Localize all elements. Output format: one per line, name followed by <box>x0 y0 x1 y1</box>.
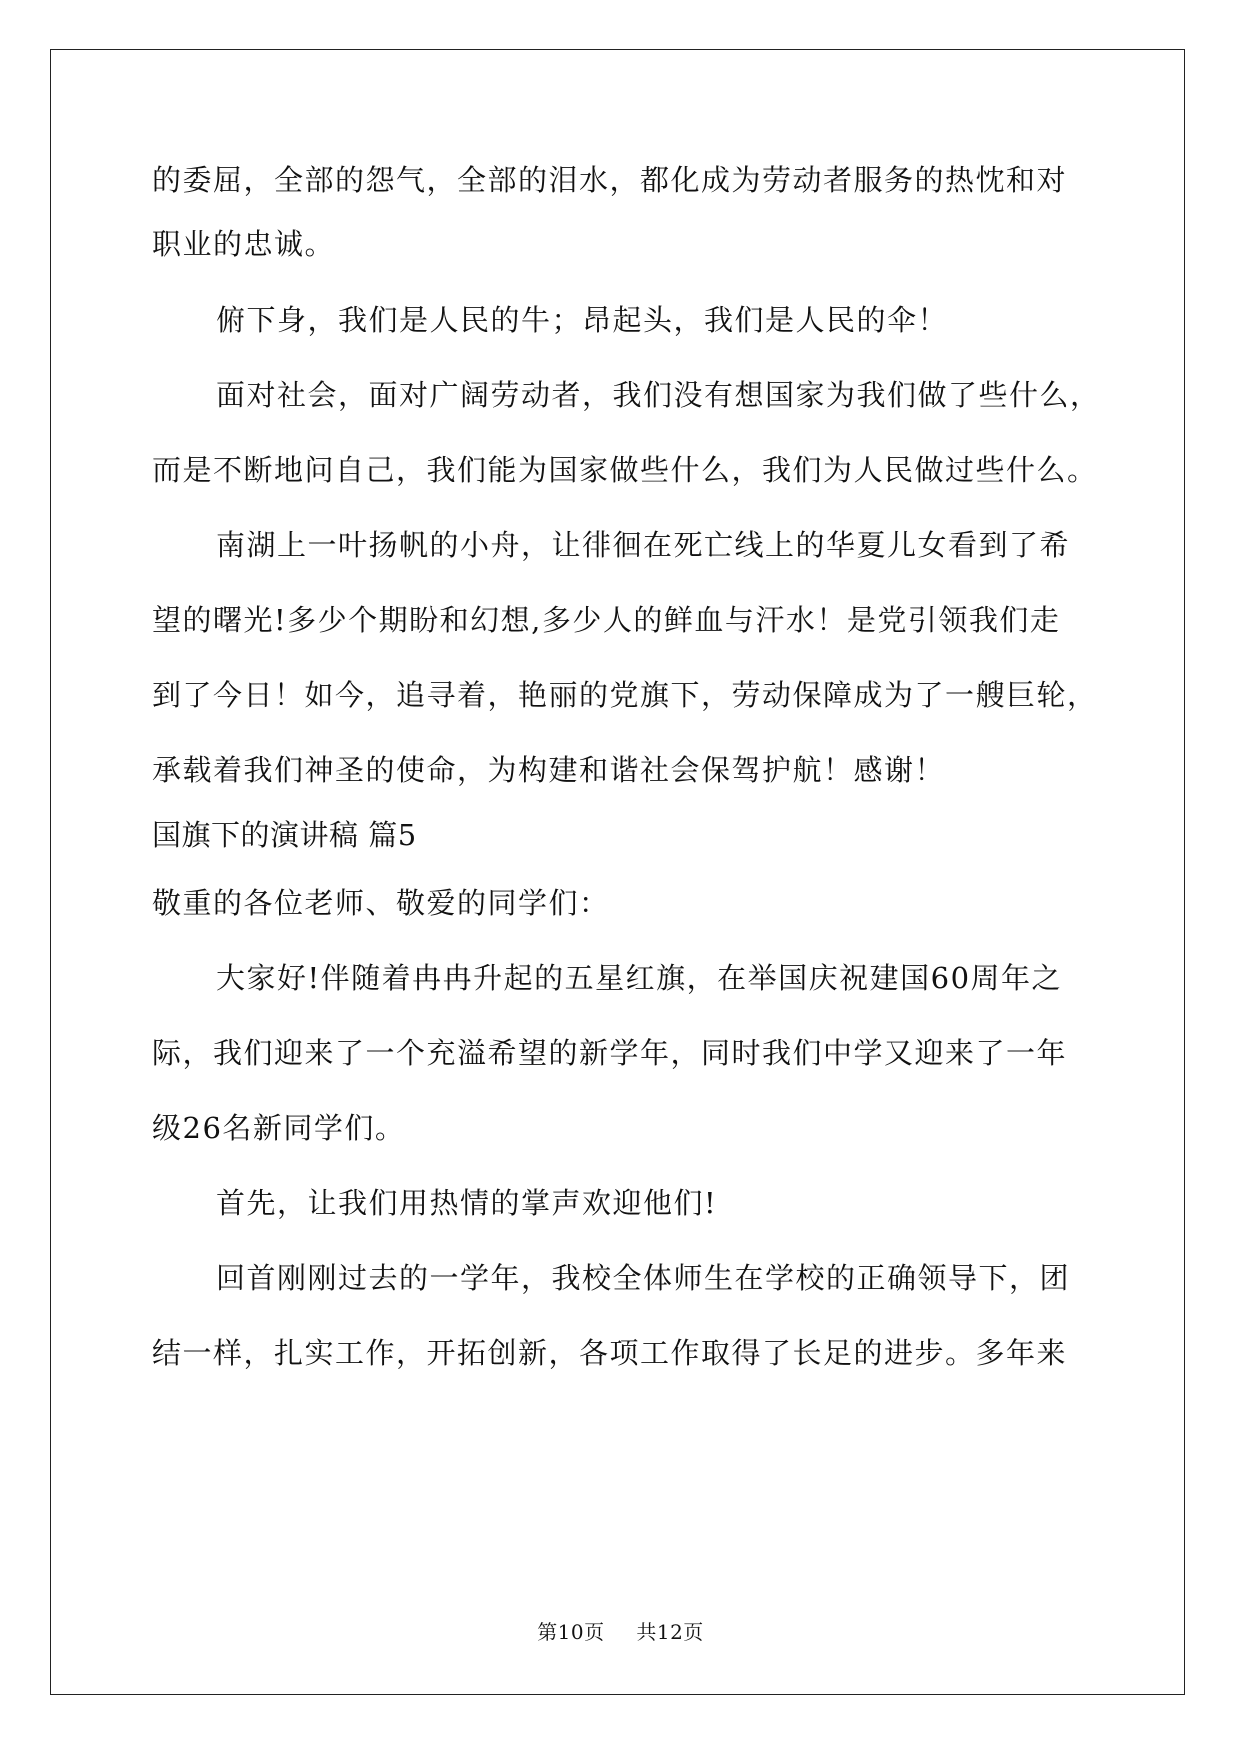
paragraph-line: 结一样，扎实工作，开拓创新，各项工作取得了长足的进步。多年来 <box>152 1336 1068 1370</box>
paragraph-line: 职业的忠诚。 <box>152 227 336 261</box>
paragraph-line: 际，我们迎来了一个充溢希望的新学年，同时我们中学又迎来了一年 <box>152 1036 1068 1070</box>
page-border <box>50 49 1185 1695</box>
page-total: 共12页 <box>636 1620 704 1644</box>
paragraph-line: 俯下身，我们是人民的牛；昂起头，我们是人民的伞！ <box>216 303 949 337</box>
paragraph-line: 望的曙光!多少个期盼和幻想,多少人的鲜血与汗水！是党引领我们走 <box>152 603 1061 637</box>
page-footer <box>0 1618 1241 1646</box>
section-heading: 国旗下的演讲稿 篇5 <box>152 818 417 852</box>
paragraph-line: 而是不断地问自己，我们能为国家做些什么，我们为人民做过些什么。 <box>152 453 1098 487</box>
paragraph-line: 面对社会，面对广阔劳动者，我们没有想国家为我们做了些什么， <box>216 378 1101 412</box>
page-number: 第10页 <box>537 1620 605 1644</box>
paragraph-line: 首先，让我们用热情的掌声欢迎他们! <box>216 1186 718 1220</box>
paragraph-line: 级26名新同学们。 <box>152 1111 406 1145</box>
paragraph-line: 到了今日！如今，追寻着，艳丽的党旗下，劳动保障成为了一艘巨轮， <box>152 678 1098 712</box>
paragraph-line: 大家好!伴随着冉冉升起的五星红旗，在举国庆祝建国60周年之 <box>216 961 1063 995</box>
paragraph-line: 的委屈，全部的怨气，全部的泪水，都化成为劳动者服务的热忱和对 <box>152 163 1068 197</box>
paragraph-line: 南湖上一叶扬帆的小舟，让徘徊在死亡线上的华夏儿女看到了希 <box>216 528 1071 562</box>
paragraph-line: 承载着我们神圣的使命，为构建和谐社会保驾护航！感谢！ <box>152 753 946 787</box>
paragraph-line: 回首刚刚过去的一学年，我校全体师生在学校的正确领导下，团 <box>216 1261 1071 1295</box>
salutation: 敬重的各位老师、敬爱的同学们： <box>152 886 610 920</box>
